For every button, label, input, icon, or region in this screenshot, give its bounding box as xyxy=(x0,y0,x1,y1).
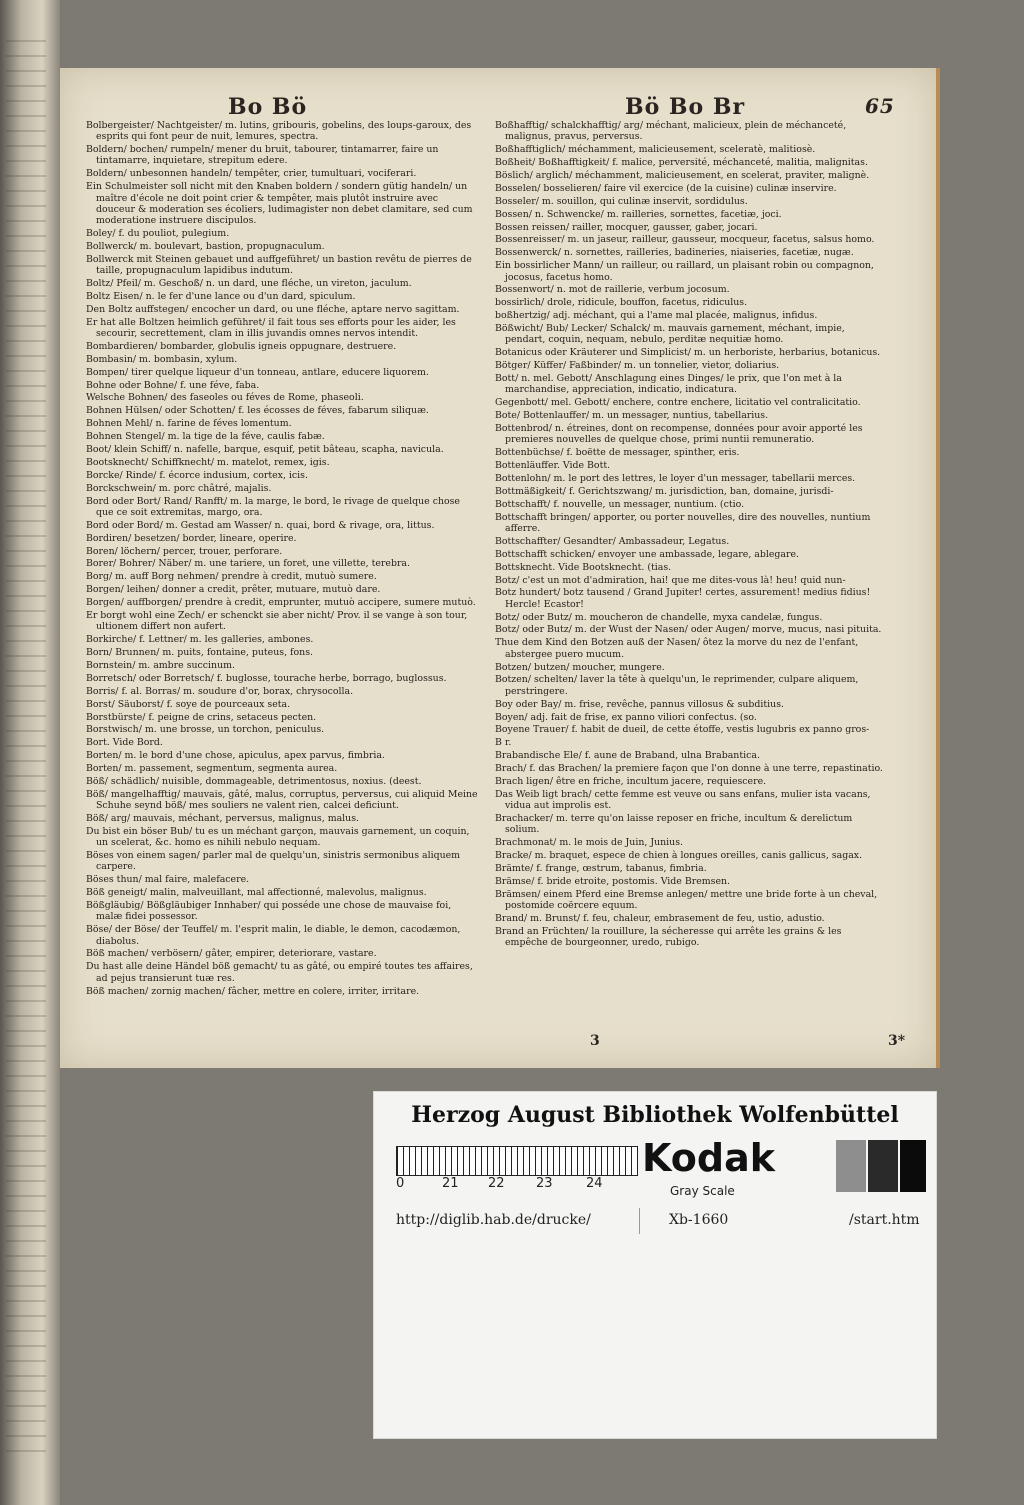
dictionary-entry: boßhertzig/ adj. méchant, qui a l'ame mal placée, malignus, infidus. xyxy=(495,310,818,322)
dictionary-entry: Boßhafftig/ schalckhafftig/ arg/ méchant, malicieux, plein de méchanceté, malignus, pravus, perversus. xyxy=(495,120,847,143)
dictionary-entry: Borcke/ Rinde/ f. écorce indusium, cortex, icis. xyxy=(86,469,308,481)
dictionary-entry: B r. xyxy=(495,737,512,749)
dictionary-entry: Brämse/ f. bride etroite, postomis. Vide Bremsen. xyxy=(495,875,731,887)
dictionary-entry: Bordiren/ besetzen/ border, lineare, operire. xyxy=(86,532,297,544)
dictionary-entry: Bott/ n. mel. Gebott/ Anschlagung eines Dinges/ le prix, que l'on met à la marchandise, appreciation, indicatio, indicatura. xyxy=(495,373,842,396)
running-head-right: Bö Bo Br xyxy=(625,94,746,120)
dictionary-entry: Boßheit/ Boßhafftigkeit/ f. malice, perversité, méchanceté, malitia, malignitas. xyxy=(495,157,868,169)
shelfmark: Xb-1660 xyxy=(669,1212,729,1228)
dictionary-entry: Bort. Vide Bord. xyxy=(86,737,163,749)
dictionary-entry: Böß machen/ verbösern/ gâter, empirer, deteriorare, vastare. xyxy=(86,948,377,960)
dictionary-entry: Bossenwerck/ n. sornettes, railleries, badineries, niaiseries, facetiæ, nugæ. xyxy=(495,247,854,259)
dictionary-entry: Born/ Brunnen/ m. puits, fontaine, puteus, fons. xyxy=(86,647,313,659)
dictionary-entry: Bötger/ Küffer/ Faßbinder/ m. un tonnelier, vietor, doliarius. xyxy=(495,360,780,372)
dictionary-entry: Brämsen/ einem Pferd eine Bremse anlegen/ mettre une bride forte à un cheval, postomide coërcere equum. xyxy=(495,888,878,912)
dictionary-entry: Böß/ schädlich/ nuisible, dommageable, detrimentosus, noxius. (deest. xyxy=(86,775,422,787)
dictionary-entry: Bottenläuffer. Vide Bott. xyxy=(495,460,611,472)
signature-mark-right: 3* xyxy=(888,1033,906,1049)
facing-page-text-bleed xyxy=(6,40,46,1465)
dictionary-entry: Borg/ m. auff Borg nehmen/ prendre à credit, mutuò sumere. xyxy=(86,571,377,583)
dictionary-entry: Brachacker/ m. terre qu'on laisse reposer en friche, incultum & derelictum solium. xyxy=(495,813,853,836)
dictionary-entry: Borten/ m. le bord d'une chose, apiculus, apex parvus, fimbria. xyxy=(86,750,385,762)
ruler-label: 22 xyxy=(488,1176,505,1191)
gray-scale-label: Gray Scale xyxy=(670,1184,735,1198)
dictionary-entry: Boyene Trauer/ f. habit de dueil, de cette étoffe, vestis lugubris ex panno gros- xyxy=(495,724,870,736)
dictionary-entry: Böß/ arg/ mauvais, méchant, perversus, malignus, malus. xyxy=(86,813,360,825)
dictionary-entry: Botz/ c'est un mot d'admiration, hai! que me dites-vous là! heu! quid nun- xyxy=(495,574,846,586)
dictionary-entry: Bord oder Bord/ m. Gestad am Wasser/ n. quai, bord & rivage, ora, littus. xyxy=(86,519,435,531)
dictionary-column-right xyxy=(495,120,887,950)
dictionary-entry: Bossenwort/ n. mot de raillerie, verbum jocosum. xyxy=(495,284,730,296)
dictionary-entry: Bottschafft schicken/ envoyer une ambassade, legare, ablegare. xyxy=(495,548,800,560)
dictionary-entry: Bottmäßigkeit/ f. Gerichtszwang/ m. jurisdiction, ban, domaine, jurisdi- xyxy=(495,485,834,497)
dictionary-entry: Borris/ f. al. Borras/ m. soudure d'or, borax, chrysocolla. xyxy=(86,685,354,697)
dictionary-entry: Bottschafft bringen/ apporter, ou porter nouvelles, dire des nouvelles, nuntium afferre. xyxy=(495,511,871,534)
dictionary-entry: Böse/ der Böse/ der Teuffel/ m. l'esprit malin, le diable, le demon, cacodæmon, diabolus. xyxy=(86,924,461,947)
dictionary-entry: Gegenbott/ mel. Gebott/ enchere, contre enchere, licitatio vel contralicitatio. xyxy=(495,397,861,409)
kodak-logo: Kodak xyxy=(642,1136,775,1180)
dictionary-entry: Bohnen Hülsen/ oder Schotten/ f. les écosses de féves, fabarum siliquæ. xyxy=(86,405,429,417)
dictionary-entry: Botanicus oder Kräuterer und Simplicist/ m. un herboriste, herbarius, botanicus. xyxy=(495,347,881,359)
dictionary-entry: Boyen/ adj. fait de frise, ex panno viliori confectus. (so. xyxy=(495,711,757,723)
dictionary-entry: Boy oder Bay/ m. frise, revêche, pannus villosus & subditius. xyxy=(495,698,785,710)
dictionary-entry: Boot/ klein Schiff/ n. nafelle, barque, esquif, petit bâteau, scapha, navicula. xyxy=(86,444,444,455)
ruler-labels xyxy=(396,1176,636,1194)
dictionary-entry: Botz hundert/ botz tausend / Grand Jupiter! certes, assurement! medius fidius! Hercle! Ecastor! xyxy=(495,587,871,610)
dictionary-entry: Den Boltz auffstegen/ encocher un dard, ou une fléche, aptare nervo sagittam. xyxy=(86,303,460,315)
dictionary-entry: Brachmonat/ m. le mois de Juin, Junius. xyxy=(495,837,683,849)
running-head-left: Bo Bö xyxy=(228,94,308,120)
dictionary-entry: Boldern/ unbesonnen handeln/ tempêter, crier, tumultuari, vociferari. xyxy=(86,168,417,180)
dictionary-column-left xyxy=(86,120,478,998)
gray-patch-medium xyxy=(836,1140,866,1192)
dictionary-entry: Bote/ Bottenlauffer/ m. un messager, nuntius, tabellarius. xyxy=(495,410,769,422)
dictionary-entry: Brabandische Ele/ f. aune de Braband, ulna Brabantica. xyxy=(495,750,760,762)
dictionary-entry: Borten/ m. passement, segmentum, segmenta aurea. xyxy=(86,763,338,775)
dictionary-entry: Brach/ f. das Brachen/ la premiere façon que l'on donne à une terre, repastinatio. xyxy=(495,763,883,775)
book-page xyxy=(60,68,940,1068)
ruler-label: 23 xyxy=(536,1176,553,1191)
dictionary-entry: Botz/ oder Butz/ m. der Wust der Nasen/ oder Augen/ morve, mucus, nasi pituita. xyxy=(495,624,882,636)
dictionary-entry: Bohnen Stengel/ m. la tige de la féve, caulis fabæ. xyxy=(86,431,325,443)
dictionary-entry: Boßhafftiglich/ méchamment, malicieusement, sceleratè, malitiosè. xyxy=(495,144,816,156)
dictionary-entry: Bolbergeister/ Nachtgeister/ m. lutins, gribouris, gobelins, des loups-garoux, des esprits qui font peur de nuit, lemures, spectra. xyxy=(86,120,472,143)
dictionary-entry: Boldern/ bochen/ rumpeln/ mener du bruit, tabourer, tintamarrer, faire un tintamarre, inquietare, strepitum edere. xyxy=(86,144,439,167)
dictionary-entry: Er hat alle Boltzen heimlich geführet/ il fait tous ses efforts pour les aider, les secourir, secrettement, clam in illis juvandis omnes nervos intendit. xyxy=(86,316,456,339)
dictionary-entry: Bohne oder Bohne/ f. une féve, faba. xyxy=(86,379,260,391)
dictionary-entry: bossirlich/ drole, ridicule, bouffon, facetus, ridiculus. xyxy=(495,297,748,309)
dictionary-entry: Borstbürste/ f. peigne de crins, setaceus pecten. xyxy=(86,711,317,723)
dictionary-entry: Bottenbrod/ n. étreines, dont on recompense, données pour avoir apporté les premieres nouvelles de quelque chose, primi nuntii remuneratio. xyxy=(495,423,863,446)
dictionary-entry: Brach ligen/ être en friche, incultum jacere, requiescere. xyxy=(495,775,767,787)
dictionary-entry: Borretsch/ oder Borretsch/ f. buglosse, tourache herbe, borrago, buglossus. xyxy=(86,672,447,684)
library-title: Herzog August Bibliothek Wolfenbüttel xyxy=(411,1102,899,1128)
dictionary-entry: Ein Schulmeister soll nicht mit den Knaben boldern / sondern gütig handeln/ un maître d'école ne doit point crier & tempêter, mais plutôt instruire avec douceur & moderation ses écoliers, ludimagister non debet clamitare, sed cum moderatione instruere discipulos. xyxy=(86,181,473,227)
dictionary-entry: Brand/ m. Brunst/ f. feu, chaleur, embrasement de feu, ustio, adustio. xyxy=(495,912,825,924)
card-separator xyxy=(639,1208,640,1234)
dictionary-entry: Botz/ oder Butz/ m. moucheron de chandelle, myxa candelæ, fungus. xyxy=(495,611,823,623)
dictionary-entry: Borer/ Bohrer/ Näber/ m. une tariere, un foret, une villette, terebra. xyxy=(86,558,411,570)
dictionary-entry: Bollwerck/ m. boulevart, bastion, propugnaculum. xyxy=(86,240,325,252)
dictionary-entry: Bößwicht/ Bub/ Lecker/ Schalck/ m. mauvais garnement, méchant, impie, pendart, coquin, nequam, nebulo, perditæ nequitiæ homo. xyxy=(495,323,845,346)
dictionary-entry: Bord oder Bort/ Rand/ Ranfft/ m. la marge, le bord, le rivage de quelque chose que ce soit extremitas, margo, ora. xyxy=(86,495,460,518)
dictionary-entry: Bottenlohn/ m. le port des lettres, le loyer d'un messager, tabellarii merces. xyxy=(495,472,856,484)
dictionary-entry: Böslich/ arglich/ méchamment, malicieusement, en scelerat, praviter, malignè. xyxy=(495,169,870,181)
dictionary-entry: Bombardieren/ bombarder, globulis igneis oppugnare, destruere. xyxy=(86,340,397,352)
gray-patch-black xyxy=(900,1140,926,1192)
dictionary-entry: Bottsknecht. Vide Bootsknecht. (tias. xyxy=(495,561,672,573)
dictionary-entry: Böß machen/ zornig machen/ fâcher, mettre en colere, irriter, irritare. xyxy=(86,985,420,997)
dictionary-entry: Böß/ mangelhafftig/ mauvais, gâté, malus, corruptus, perversus, cui aliquid Meine Schuhe seynd böß/ mes souliers ne valent rien, calcei deficiunt. xyxy=(86,788,478,812)
dictionary-entry: Brämte/ f. frange, œstrum, tabanus, fimbria. xyxy=(495,863,707,875)
dictionary-entry: Bosselen/ bosselieren/ faire vil exercice (de la cuisine) culinæ inservire. xyxy=(495,182,837,194)
gray-patch-dark xyxy=(868,1140,898,1192)
dictionary-entry: Boltz/ Pfeil/ m. Geschoß/ n. un dard, une fléche, un vireton, jaculum. xyxy=(86,278,412,290)
dictionary-entry: Bohnen Mehl/ n. farine de féves lomentum. xyxy=(86,418,292,430)
ruler-label: 0 xyxy=(396,1176,405,1191)
dictionary-entry: Boren/ löchern/ percer, trouer, perforare. xyxy=(86,545,283,557)
dictionary-entry: Boley/ f. du pouliot, pulegium. xyxy=(86,228,230,240)
dictionary-entry: Borst/ Säuborst/ f. soye de pourceaux seta. xyxy=(86,698,291,710)
dictionary-entry: Böses von einem sagen/ parler mal de quelqu'un, sinistris sermonibus aliquem carpere. xyxy=(86,850,461,873)
ruler-label: 21 xyxy=(442,1176,459,1191)
dictionary-entry: Das Weib ligt brach/ cette femme est veuve ou sans enfans, mulier ista vacans, vidua aut improlis est. xyxy=(495,788,871,812)
start-path: /start.htm xyxy=(849,1212,920,1228)
scale-ruler xyxy=(396,1146,638,1176)
dictionary-entry: Borgen/ leihen/ donner a credit, prêter, mutuare, mutuò dare. xyxy=(86,584,381,596)
dictionary-entry: Botzen/ butzen/ moucher, mungere. xyxy=(495,661,665,673)
dictionary-entry: Bracke/ m. braquet, espece de chien à longues oreilles, canis gallicus, sagax. xyxy=(495,850,863,862)
dictionary-entry: Borgen/ auffborgen/ prendre à credit, emprunter, mutuò accipere, sumere mutuò. xyxy=(86,597,476,609)
dictionary-entry: Bosseler/ m. souillon, qui culinæ inservit, sordidulus. xyxy=(495,195,748,207)
facing-page-edge xyxy=(0,0,60,1505)
dictionary-entry: Bottschaffter/ Gesandter/ Ambassadeur, Legatus. xyxy=(495,535,730,547)
dictionary-entry: Ein bossirlicher Mann/ un railleur, ou raillard, un plaisant robin ou compagnon, jocosus, facetus homo. xyxy=(495,260,874,283)
library-url: http://diglib.hab.de/drucke/ xyxy=(396,1212,591,1228)
dictionary-entry: Bossenreisser/ m. un jaseur, railleur, gausseur, mocqueur, facetus, salsus homo. xyxy=(495,234,875,246)
dictionary-entry: Bompen/ tirer quelque liqueur d'un tonneau, antlare, educere liquorem. xyxy=(86,366,429,378)
dictionary-entry: Er borgt wohl eine Zech/ er schenckt sie aber nicht/ Prov. il se vange à son tour, ultionem differt non aufert. xyxy=(86,609,468,633)
ruler-label: 24 xyxy=(586,1176,603,1191)
dictionary-entry: Borckschwein/ m. porc châtré, majalis. xyxy=(86,482,272,494)
dictionary-entry: Borstwisch/ m. une brosse, un torchon, peniculus. xyxy=(86,724,325,736)
dictionary-entry: Bossen/ n. Schwencke/ m. railleries, sornettes, facetiæ, joci. xyxy=(495,208,782,220)
page-number: 65 xyxy=(865,94,895,118)
dictionary-entry: Thue dem Kind den Botzen auß der Nasen/ ôtez la morve du nez de l'enfant, abstergee puero mucum. xyxy=(495,637,859,660)
dictionary-entry: Bollwerck mit Steinen gebauet und auffgeführet/ un bastion revêtu de pierres de taille, propugnaculum lapidibus indutum. xyxy=(86,253,472,277)
dictionary-entry: Bornstein/ m. ambre succinum. xyxy=(86,659,235,671)
dictionary-entry: Böses thun/ mal faire, malefacere. xyxy=(86,874,250,886)
dictionary-entry: Bootsknecht/ Schiffknecht/ m. matelot, remex, igis. xyxy=(86,456,330,468)
dictionary-entry: Welsche Bohnen/ des faseoles ou féves de Rome, phaseoli. xyxy=(86,392,364,404)
dictionary-entry: Böß geneigt/ malin, malveuillant, mal affectionné, malevolus, malignus. xyxy=(86,887,427,899)
dictionary-entry: Bottschafft/ f. nouvelle, un messager, nuntium. (ctio. xyxy=(495,498,745,510)
dictionary-entry: Bottenbüchse/ f. boëtte de messager, spinther, eris. xyxy=(495,447,740,459)
dictionary-entry: Bossen reissen/ railler, mocquer, gausser, gaber, jocari. xyxy=(495,221,758,233)
dictionary-entry: Boltz Eisen/ n. le fer d'une lance ou d'un dard, spiculum. xyxy=(86,290,356,302)
dictionary-entry: Brand an Früchten/ la rouillure, la sécheresse qui arrête les grains & les empêche de bourgeonner, uredo, rubigo. xyxy=(495,925,842,949)
dictionary-entry: Botzen/ schelten/ laver la tête à quelqu'un, le reprimender, culpare aliquem, perstringere. xyxy=(495,674,859,697)
dictionary-entry: Bößgläubig/ Bößgläubiger Innhaber/ qui posséde une chose de mauvaise foi, malæ fidei possessor. xyxy=(86,900,452,923)
dictionary-entry: Du bist ein böser Bub/ tu es un méchant garçon, mauvais garnement, un coquin, un scelerat, &c. homo es nihili nebulo nequam. xyxy=(86,825,470,849)
library-target-card xyxy=(373,1091,937,1439)
dictionary-entry: Bombasin/ m. bombasin, xylum. xyxy=(86,353,238,365)
dictionary-entry: Du hast alle deine Händel böß gemacht/ tu as gâté, ou empiré toutes tes affaires, ad pejus transierunt tuæ res. xyxy=(86,961,473,984)
signature-mark-left: 3 xyxy=(590,1033,600,1049)
dictionary-entry: Borkirche/ f. Lettner/ m. les galleries, ambones. xyxy=(86,634,314,646)
